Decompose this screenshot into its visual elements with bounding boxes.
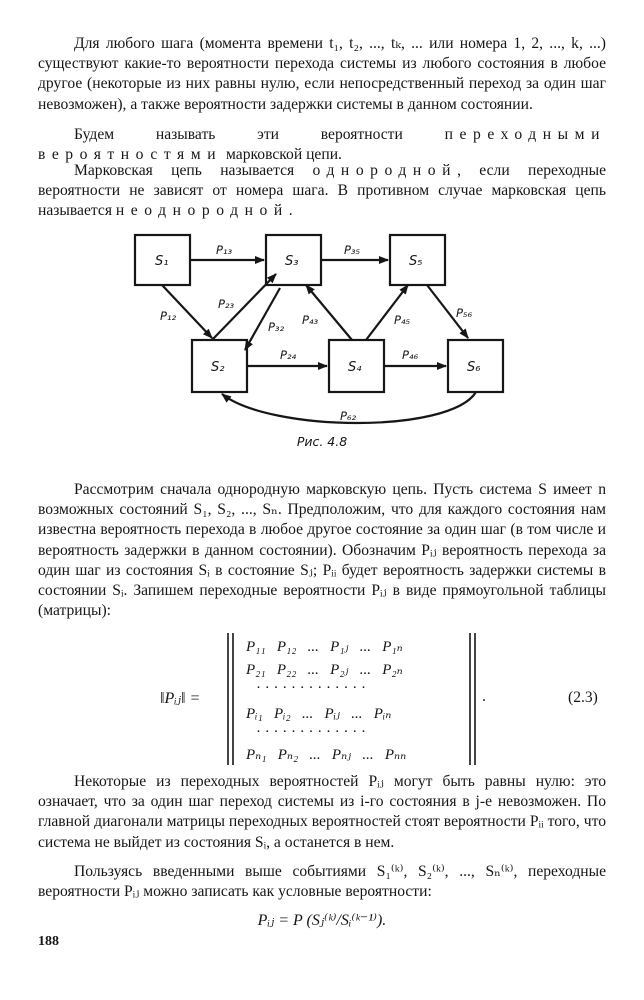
- matrix-row-2: P₂₁ P₂₂ ... P₂ⱼ ... P₂ₙ: [246, 662, 403, 678]
- paragraph-zero-probabilities: Некоторые из переходных вероятностей Pᵢⱼ могут быть равны нулю: это означает, что за один шаг переход системы из i-го состояния в j-е невозможен. По главной диагонали матрицы переходных вероятностей стоят вероятности Pᵢᵢ того, что система не выйдет из состояния Sᵢ, а останется в нем.: [38, 773, 606, 851]
- state-label-s3: S₃: [285, 254, 299, 269]
- paragraph-homogeneous-chain: Рассмотрим сначала однородную марковскую цепь. Пусть система S имеет n возможных состояний S₁, S₂, ..., Sₙ. Предположим, что для каждого состояния нам известна вероятность перехода в любое другое состояние за один шаг (в том числе и вероятность задержки в данном состоянии). Обозначим Pᵢⱼ вероятность перехода за один шаг из состояния Sᵢ в состояние Sⱼ; Pᵢᵢ будет вероятность задержки системы в состоянии Sᵢ. Запишем переходные вероятности Pᵢⱼ в виде прямоугольной таблицы (матрицы):: [38, 481, 606, 620]
- p3-text-c: .: [288, 202, 293, 220]
- figure-caption: Рис. 4.8: [296, 434, 348, 449]
- term-inhomogeneous: неоднородной: [115, 202, 289, 220]
- state-label-s4: S₄: [348, 360, 362, 375]
- edge-label-p23: P₂₃: [218, 297, 235, 311]
- edge-label-p32: P₃₂: [268, 320, 285, 334]
- matrix-row-i: Pᵢ₁ Pᵢ₂ ... Pᵢⱼ ... Pᵢₙ: [246, 706, 392, 722]
- matrix-period: .: [482, 688, 486, 705]
- matrix-row-n: Pₙ₁ Pₙ₂ ... Pₙⱼ ... Pₙₙ: [246, 747, 407, 763]
- paragraph-steps: Для любого шага (момента времени t₁, t₂, ..., tₖ, ... или номера 1, 2, ..., k, ...) существуют какие-то вероятности перехода системы из любого состояния в любое другое (некоторые из них равны нулю, если непосредственный переход за один шаг невозможен), а также вероятности задержки системы в данном состоянии.: [38, 35, 606, 113]
- page-number: 188: [38, 934, 59, 949]
- edge-p32: [245, 288, 280, 350]
- equation-number: (2.3): [568, 689, 598, 706]
- paragraph-transition-probabilities: [38, 125, 606, 165]
- term-homogeneous: однородной: [312, 162, 458, 179]
- edge-label-p43: P₄₃: [302, 313, 319, 327]
- p2-text-b: марковской цепи.: [222, 146, 342, 164]
- edge-label-p62: P₆₂: [340, 409, 357, 423]
- matrix-dots-1: · · · · · · · · · · · · ·: [256, 680, 366, 696]
- p2-text-a: Будем называть эти вероятности: [74, 126, 445, 143]
- paragraph-conditional: Пользуясь введенными выше событиями S₁⁽ᵏ⁾, S₂⁽ᵏ⁾, ..., Sₙ⁽ᵏ⁾, переходные вероятности Pᵢⱼ можно записать как условные вероятности:: [38, 863, 606, 901]
- p3-text-b: , если переходные вероятности не зависят от номера шага. В противном случае марковская цепь называется: [38, 162, 607, 220]
- edge-label-p35: P₃₅: [344, 243, 361, 257]
- paragraph-homogeneous: [38, 161, 606, 222]
- edge-label-p13: P₁₃: [216, 243, 233, 257]
- state-label-s6: S₆: [467, 360, 481, 375]
- state-label-s2: S₂: [211, 360, 225, 375]
- matrix-label: ‖Pᵢⱼ‖ =: [160, 690, 201, 707]
- matrix-dots-2: · · · · · · · · · · · · ·: [256, 724, 366, 740]
- edge-label-p24: P₂₄: [280, 348, 297, 362]
- edge-label-p46: P₄₆: [402, 348, 419, 362]
- markov-chain-diagram: [100, 222, 540, 432]
- state-label-s5: S₅: [409, 254, 423, 269]
- edge-label-p12: P₁₂: [160, 309, 177, 323]
- state-label-s1: S₁: [155, 254, 169, 269]
- edge-label-p56: P₅₆: [456, 306, 473, 320]
- matrix-row-1: P₁₁ P₁₂ ... P₁ⱼ ... P₁ₙ: [246, 639, 403, 655]
- formula-conditional: Pᵢⱼ = P (Sⱼ⁽ᵏ⁾/Sᵢ⁽ᵏ⁻¹⁾).: [257, 912, 387, 929]
- term-transition-probabilities: переходными вероятностями: [38, 126, 606, 164]
- edge-label-p45: P₄₅: [394, 313, 411, 327]
- p3-text-a: Марковская цепь называется: [74, 162, 313, 179]
